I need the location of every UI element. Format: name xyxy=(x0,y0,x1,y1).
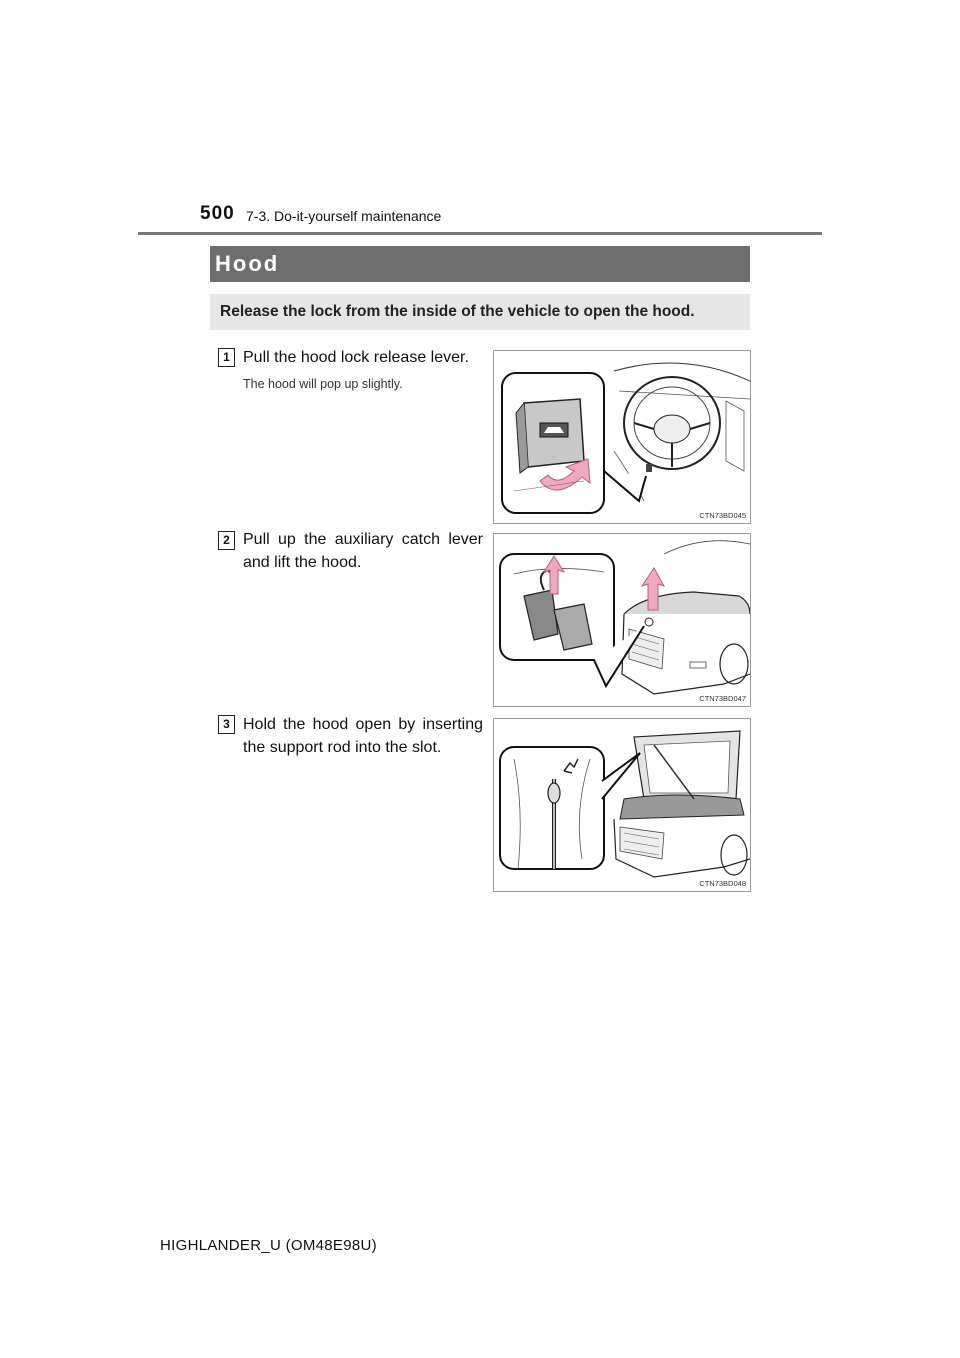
step-2-figure xyxy=(493,533,751,707)
step-1-text: Pull the hood lock release lever. xyxy=(243,349,469,366)
step-1-badge: 1 xyxy=(218,348,235,367)
figure-code: CTN73BD047 xyxy=(699,694,746,703)
header-rule xyxy=(138,232,822,235)
step-2-text: Pull up the auxiliary catch lever and lift the hood. xyxy=(243,531,483,571)
intro-text: Release the lock from the inside of the vehicle to open the hood. xyxy=(220,303,695,320)
step-3-text: Hold the hood open by inserting the support rod into the slot. xyxy=(243,716,483,756)
step-1-figure xyxy=(493,350,751,524)
auxiliary-catch-lever-illustration xyxy=(494,534,750,706)
footer-model: HIGHLANDER_U (OM48E98U) xyxy=(160,1237,377,1254)
figure-code: CTN73BD048 xyxy=(699,879,746,888)
page-number: 500 xyxy=(200,203,235,224)
hood-release-lever-illustration xyxy=(494,351,750,523)
title-bar xyxy=(210,246,750,282)
step-3-figure xyxy=(493,718,751,892)
section-label: 7-3. Do-it-yourself maintenance xyxy=(246,208,442,224)
intro-bar xyxy=(210,294,750,330)
step-3-badge: 3 xyxy=(218,715,235,734)
support-rod-illustration xyxy=(494,719,750,891)
step-1-note: The hood will pop up slightly. xyxy=(243,377,403,391)
page-title: Hood xyxy=(215,251,280,276)
step-2-badge: 2 xyxy=(218,531,235,550)
figure-code: CTN73BD045 xyxy=(699,511,746,520)
